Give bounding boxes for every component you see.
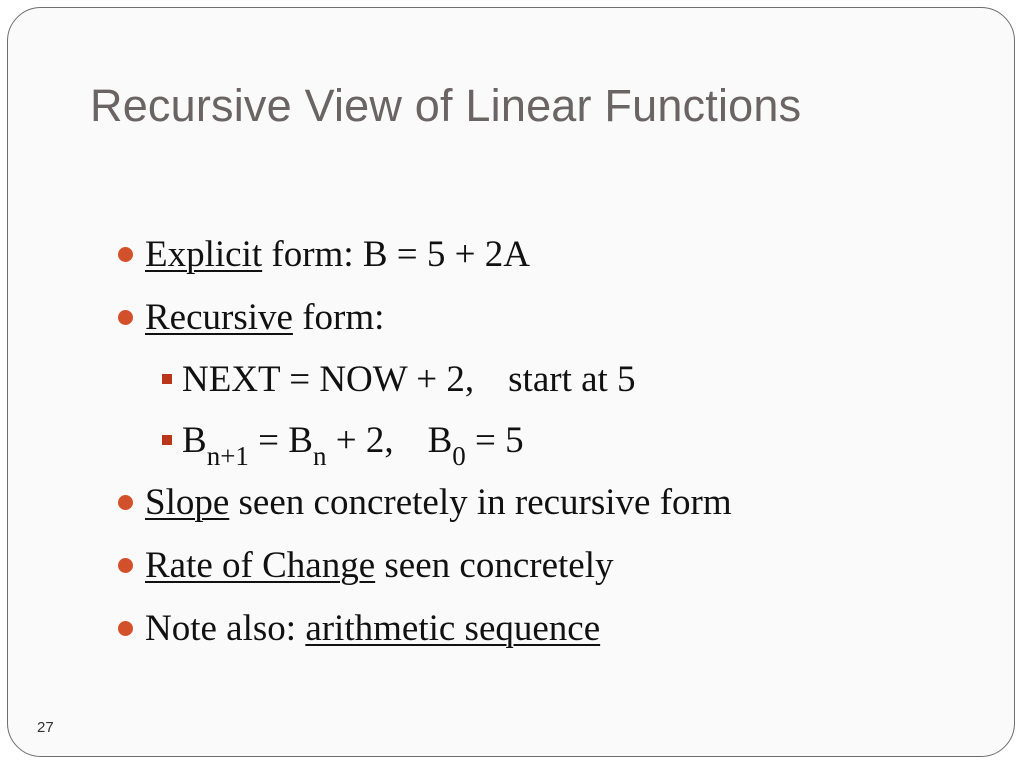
bullet-slope — [118, 471, 998, 534]
bullet-dot-icon — [118, 310, 133, 325]
bullet-dot-icon — [118, 247, 133, 262]
slide-title: Recursive View of Linear Functions — [90, 80, 802, 131]
bullet-underlined-term: Explicit — [145, 234, 263, 275]
recurrence-plus: + 2, — [326, 420, 394, 461]
subscript-0: 0 — [452, 441, 466, 471]
sub-bullet-text: NEXT = NOW + 2, — [182, 359, 475, 400]
bullet-dot-icon — [118, 558, 133, 573]
bullet-dot-icon — [118, 621, 133, 636]
slide-frame — [7, 7, 1015, 757]
sub-bullet-square-icon — [162, 374, 172, 384]
bullet-underlined-term: arithmetic sequence — [305, 608, 601, 649]
bullet-underlined-term: Rate of Change — [145, 545, 376, 586]
bullet-underlined-term: Slope — [145, 482, 230, 523]
initial-eq: = 5 — [465, 420, 524, 461]
bullet-text: Note also: — [145, 608, 306, 649]
page-number: 27 — [37, 719, 54, 736]
bullet-rate-of-change — [118, 534, 998, 597]
recurrence-eq-bn: = B — [248, 420, 313, 461]
bullet-text: seen concretely in recursive form — [229, 482, 732, 523]
initial-b: B — [427, 420, 453, 461]
subscript-n: n — [312, 441, 327, 471]
bullet-text: form: B = 5 + 2A — [262, 234, 530, 275]
recurrence-b: B — [182, 420, 207, 461]
subscript-n-plus-1: n+1 — [206, 441, 249, 471]
bullet-explicit-form — [118, 223, 998, 286]
bullet-text: seen concretely — [375, 545, 614, 586]
sub-bullet-next-now — [118, 349, 998, 410]
slide-content — [118, 223, 998, 660]
bullet-text: form: — [292, 297, 385, 338]
bullet-recursive-form — [118, 286, 998, 349]
bullet-underlined-term: Recursive — [145, 297, 293, 338]
bullet-dot-icon — [118, 495, 133, 510]
sub-bullet-square-icon — [162, 435, 172, 445]
sub-bullet-recurrence — [118, 410, 998, 471]
bullet-note-also — [118, 597, 998, 660]
sub-bullet-text-start: start at 5 — [508, 359, 636, 400]
